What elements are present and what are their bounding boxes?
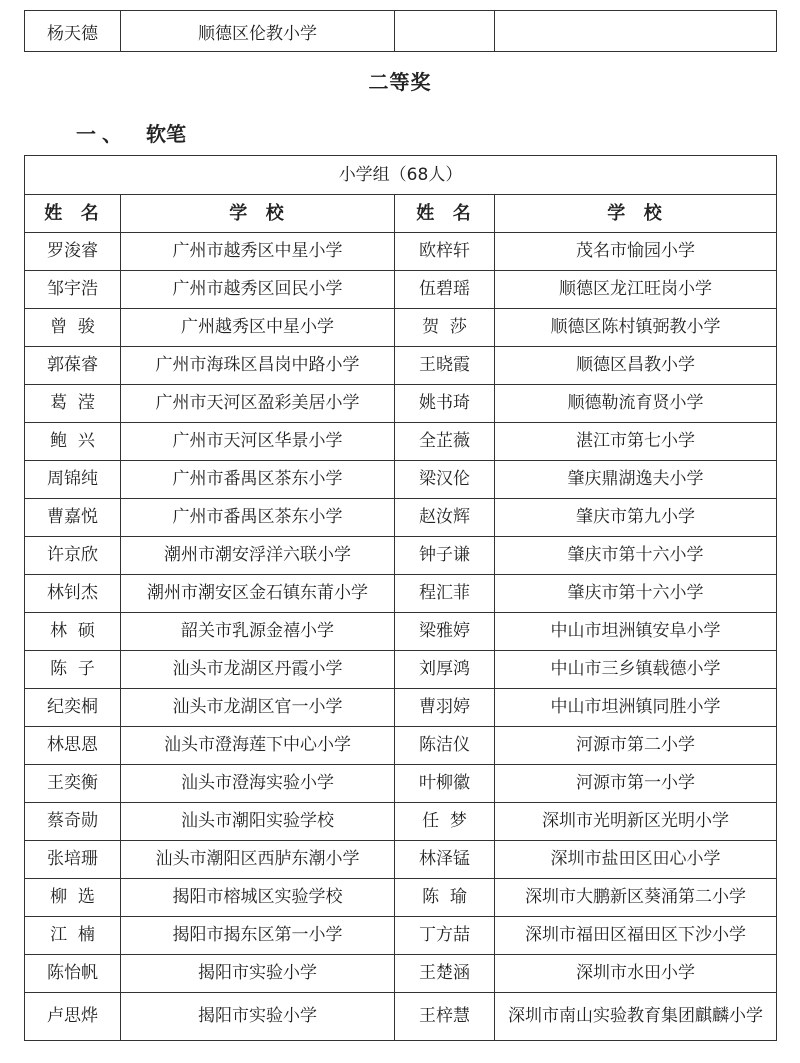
winner-name: 江 楠 (25, 917, 121, 955)
section-number: 一、 (76, 122, 128, 146)
table-row (25, 575, 777, 613)
winner-name: 贺 莎 (395, 309, 495, 347)
table-row (25, 917, 777, 955)
winner-name: 姚书琦 (395, 385, 495, 423)
table-row (25, 385, 777, 423)
table-row (25, 955, 777, 993)
section-label: 软笔 (146, 122, 186, 146)
table-row (25, 423, 777, 461)
winner-school: 河源市第二小学 (495, 727, 777, 765)
winner-school: 肇庆鼎湖逸夫小学 (495, 461, 777, 499)
winner-school: 中山市坦洲镇安阜小学 (495, 613, 777, 651)
winner-name: 杨天德 (25, 11, 121, 52)
table-row (25, 803, 777, 841)
winner-school: 顺德区昌教小学 (495, 347, 777, 385)
table-row (25, 271, 777, 309)
winner-school: 汕头市龙湖区丹霞小学 (121, 651, 395, 689)
prize-title: 二等奖 (368, 70, 432, 94)
winner-name: 陈 瑜 (395, 879, 495, 917)
winner-school: 揭阳市实验小学 (121, 955, 395, 993)
winner-school: 深圳市光明新区光明小学 (495, 803, 777, 841)
winner-name: 林 硕 (25, 613, 121, 651)
winner-name: 伍碧瑶 (395, 271, 495, 309)
winner-school: 汕头市潮阳区西胪东潮小学 (121, 841, 395, 879)
table-row (25, 233, 777, 271)
winner-name: 陈洁仪 (395, 727, 495, 765)
table-row (25, 841, 777, 879)
group-title: 小学组（68人） (25, 156, 777, 195)
table-row (25, 309, 777, 347)
table-row (25, 651, 777, 689)
winner-school: 广州市天河区盈彩美居小学 (121, 385, 395, 423)
winner-school: 广州市番禺区茶东小学 (121, 499, 395, 537)
section-heading (76, 118, 186, 147)
winner-school: 揭阳市实验小学 (121, 993, 395, 1041)
winner-school: 揭阳市揭东区第一小学 (121, 917, 395, 955)
table-row (25, 765, 777, 803)
winner-school: 汕头市澄海莲下中心小学 (121, 727, 395, 765)
winner-name: 叶柳徽 (395, 765, 495, 803)
table-row (25, 879, 777, 917)
award-table (24, 155, 777, 1041)
winner-name: 欧梓轩 (395, 233, 495, 271)
winner-school: 汕头市潮阳实验学校 (121, 803, 395, 841)
winner-name: 张培珊 (25, 841, 121, 879)
winner-school: 肇庆市第九小学 (495, 499, 777, 537)
winner-school: 中山市坦洲镇同胜小学 (495, 689, 777, 727)
winner-school: 揭阳市榕城区实验学校 (121, 879, 395, 917)
winner-name: 柳 选 (25, 879, 121, 917)
table-row (25, 11, 777, 52)
winner-name: 郭葆睿 (25, 347, 121, 385)
winner-name: 曹嘉悦 (25, 499, 121, 537)
winner-name: 王奕衡 (25, 765, 121, 803)
winner-name: 曹羽婷 (395, 689, 495, 727)
table-row (25, 613, 777, 651)
winner-school: 广州市海珠区昌岗中路小学 (121, 347, 395, 385)
winner-name: 陈 子 (25, 651, 121, 689)
winner-school: 广州市越秀区回民小学 (121, 271, 395, 309)
winner-name: 罗浚睿 (25, 233, 121, 271)
winner-name: 林钊杰 (25, 575, 121, 613)
winner-name: 林泽锰 (395, 841, 495, 879)
winner-school: 广州市越秀区中星小学 (121, 233, 395, 271)
winner-name: 全芷薇 (395, 423, 495, 461)
winner-school: 深圳市福田区福田区下沙小学 (495, 917, 777, 955)
winner-name: 林思恩 (25, 727, 121, 765)
winner-name: 葛 滢 (25, 385, 121, 423)
table-row (25, 537, 777, 575)
winner-school: 顺德区伦教小学 (121, 11, 395, 52)
winner-school: 深圳市南山实验教育集团麒麟小学 (495, 993, 777, 1041)
winner-name: 程汇菲 (395, 575, 495, 613)
winner-school: 韶关市乳源金禧小学 (121, 613, 395, 651)
winner-name: 王晓霞 (395, 347, 495, 385)
winner-name: 王楚涵 (395, 955, 495, 993)
winner-name: 刘厚鸿 (395, 651, 495, 689)
winner-name: 陈怡帆 (25, 955, 121, 993)
winner-name: 蔡奇勋 (25, 803, 121, 841)
winner-school: 潮州市潮安浮洋六联小学 (121, 537, 395, 575)
column-header-school: 学 校 (495, 195, 777, 233)
winner-school: 肇庆市第十六小学 (495, 575, 777, 613)
winner-school: 广州市天河区华景小学 (121, 423, 395, 461)
winner-school: 茂名市愉园小学 (495, 233, 777, 271)
winner-name: 鲍 兴 (25, 423, 121, 461)
winner-name: 梁雅婷 (395, 613, 495, 651)
winner-name: 丁方喆 (395, 917, 495, 955)
winner-name: 许京欣 (25, 537, 121, 575)
winner-school: 肇庆市第十六小学 (495, 537, 777, 575)
winner-school: 深圳市盐田区田心小学 (495, 841, 777, 879)
winner-school: 中山市三乡镇载德小学 (495, 651, 777, 689)
table-row (25, 689, 777, 727)
column-header-name: 姓 名 (395, 195, 495, 233)
group-title-row (25, 156, 777, 195)
winner-school: 顺德区龙江旺岗小学 (495, 271, 777, 309)
winner-name: 曾 骏 (25, 309, 121, 347)
winner-name: 王梓慧 (395, 993, 495, 1041)
table-row (25, 347, 777, 385)
winner-school: 顺德区陈村镇弼教小学 (495, 309, 777, 347)
winner-name: 梁汉伦 (395, 461, 495, 499)
winner-school: 广州市番禺区茶东小学 (121, 461, 395, 499)
winner-name: 赵汝辉 (395, 499, 495, 537)
winner-school: 河源市第一小学 (495, 765, 777, 803)
column-header-name: 姓 名 (25, 195, 121, 233)
header-row (25, 195, 777, 233)
winner-school: 顺德勒流育贤小学 (495, 385, 777, 423)
winner-name: 钟子谦 (395, 537, 495, 575)
winner-name: 任 梦 (395, 803, 495, 841)
winner-name: 邹宇浩 (25, 271, 121, 309)
winner-school: 深圳市水田小学 (495, 955, 777, 993)
winner-school (495, 11, 777, 52)
winner-school: 湛江市第七小学 (495, 423, 777, 461)
table-row (25, 461, 777, 499)
winner-name: 周锦纯 (25, 461, 121, 499)
previous-table-tail (24, 10, 777, 52)
winner-name: 卢思烨 (25, 993, 121, 1041)
winner-school: 汕头市澄海实验小学 (121, 765, 395, 803)
table-row (25, 727, 777, 765)
table-row (25, 993, 777, 1041)
winner-school: 深圳市大鹏新区葵涌第二小学 (495, 879, 777, 917)
winner-school: 汕头市龙湖区官一小学 (121, 689, 395, 727)
winner-school: 潮州市潮安区金石镇东莆小学 (121, 575, 395, 613)
winner-school: 广州越秀区中星小学 (121, 309, 395, 347)
winner-name (395, 11, 495, 52)
table-row (25, 499, 777, 537)
winner-name: 纪奕桐 (25, 689, 121, 727)
column-header-school: 学 校 (121, 195, 395, 233)
